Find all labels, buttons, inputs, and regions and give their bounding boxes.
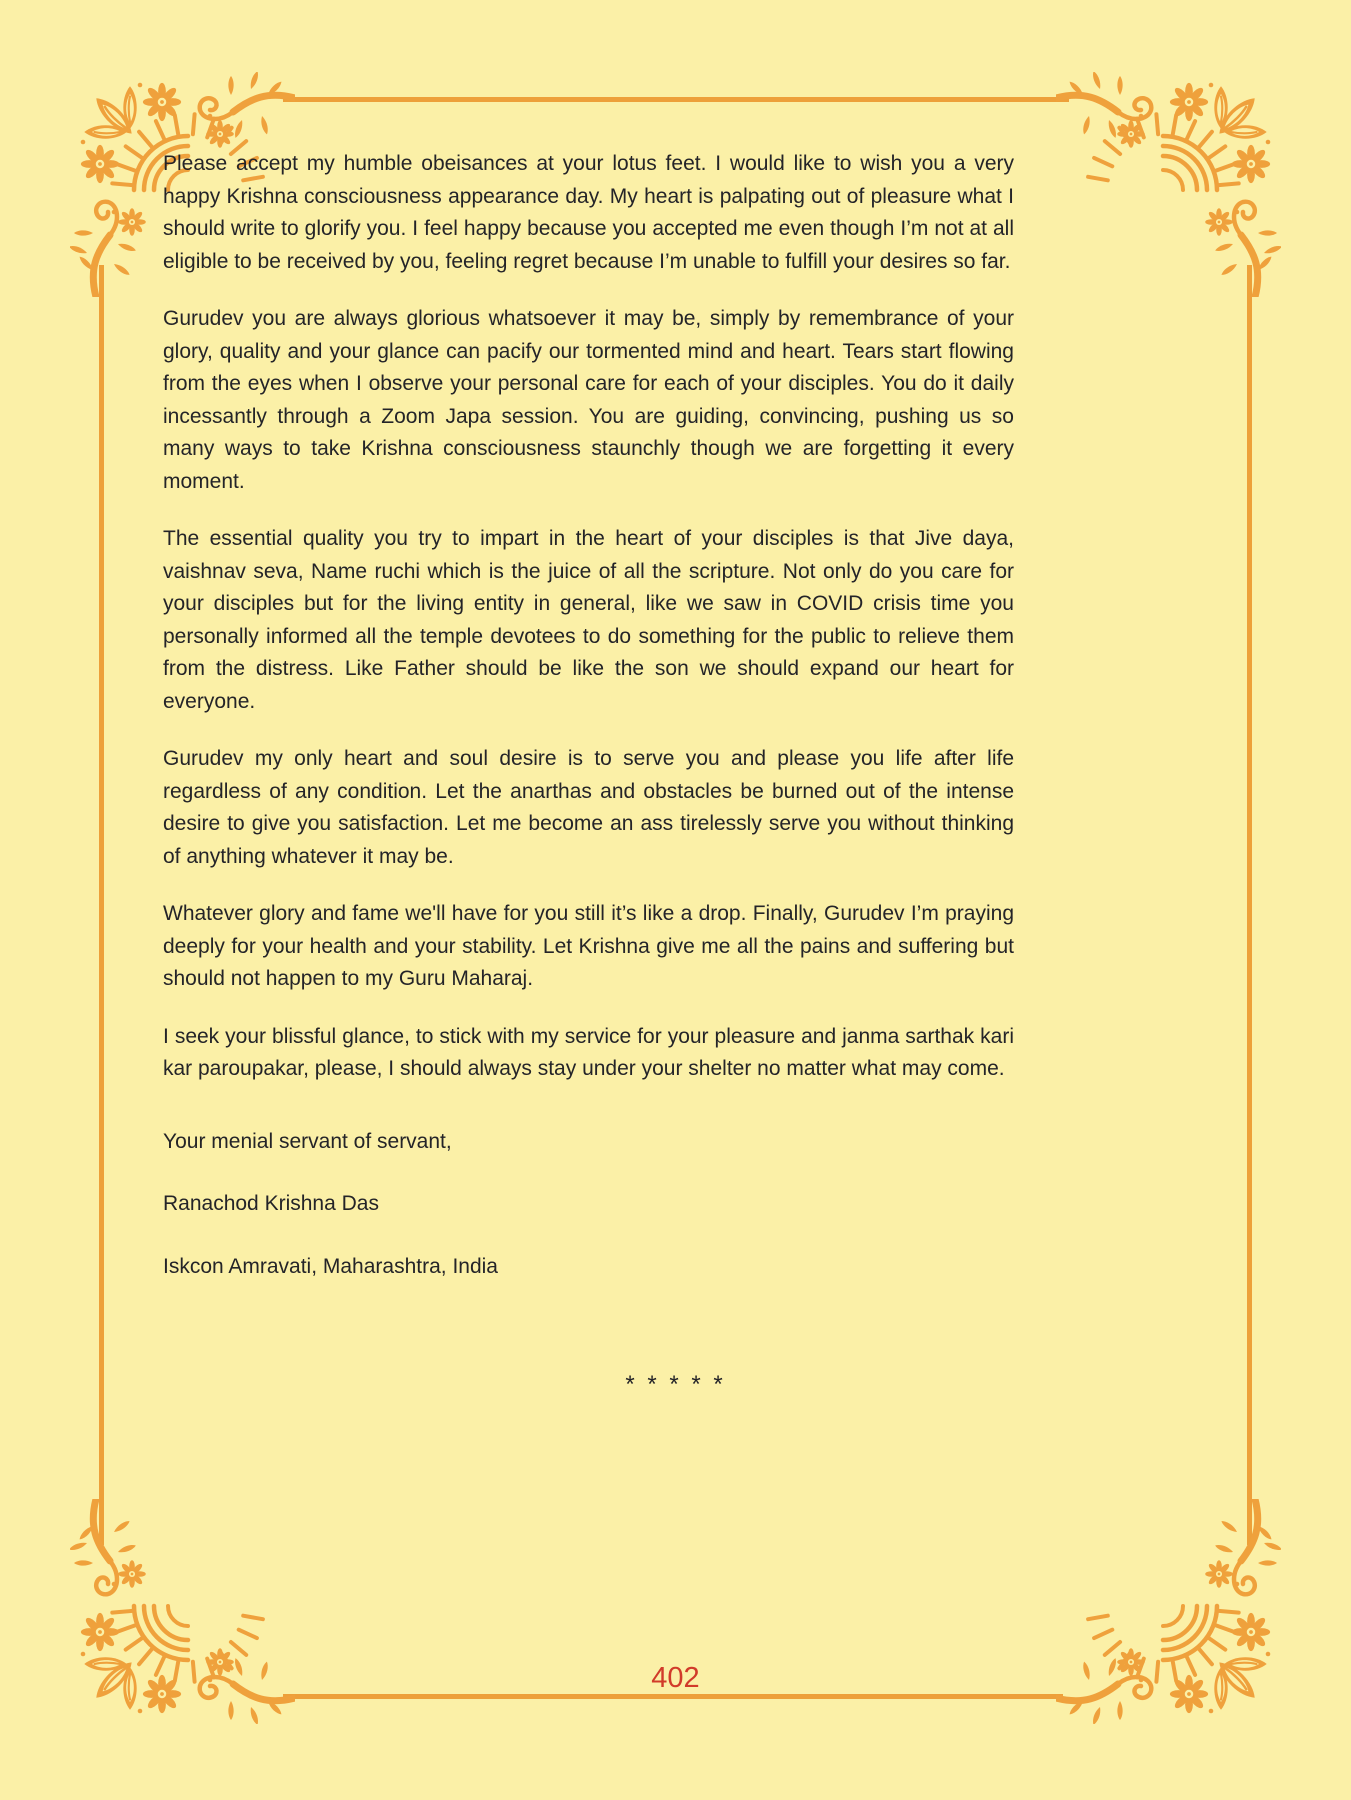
signature-name: Ranachod Krishna Das: [163, 1192, 379, 1215]
letter-body: [163, 148, 1014, 1313]
signature-location: Iskcon Amravati, Maharashtra, India: [163, 1254, 498, 1278]
frame-rule-top: [283, 97, 1069, 102]
frame-rule-right: [1247, 265, 1252, 1545]
letter-paragraph-6: I seek your blissful glance, to stick with my service for your pleasure and janma sarthak kari kar paroupakar, please, I should always stay under your shelter no matter what may come.: [163, 1024, 1014, 1080]
page-number: 402: [651, 1662, 700, 1694]
asterisk-separator: * * * * *: [625, 1371, 726, 1398]
letter-paragraph-5: Whatever glory and fame we'll have for you still it’s like a drop. Finally, Gurudev I’m praying deeply for your health and your stability. Let Krishna give me all the pains and suffering but should not happen to my Guru Maharaj.: [163, 902, 1014, 990]
signature-closing: Your menial servant of servant,: [163, 1129, 452, 1153]
frame-rule-left: [99, 265, 104, 1545]
letter-paragraph-1: Please accept my humble obeisances at your lotus feet. I would like to wish you a very happy Krishna consciousness appearance day. My heart is palpating out of pleasure what I should write to glorify you. I feel happy because you accepted me even though I’m not at all eligible to be received by you, feeling regret because I’m unable to fulfill your desires so far.: [163, 152, 1014, 273]
letter-paragraph-4: Gurudev my only heart and soul desire is to serve you and please you life after life regardless of any condition. Let the anarthas and obstacles be burned out of the intense desire to give you satisfaction. Let me become an ass tirelessly serve you without thinking of anything whatever it may be.: [163, 747, 1014, 868]
letter-paragraph-3: The essential quality you try to impart in the heart of your disciples is that Jive daya, vaishnav seva, Name ruchi which is the juice of all the scripture. Not only do you care for your disciples but for the living entity in general, like we saw in COVID crisis time you personally informed all the temple devotees to do something for the public to relieve them from the distress. Like Father should be like the son we should expand our heart for everyone.: [163, 527, 1014, 713]
floral-corner-ornament-top-right: [1056, 72, 1281, 297]
letter-paragraph-2: Gurudev you are always glorious whatsoever it may be, simply by remembrance of your glory, quality and your glance can pacify our tormented mind and heart. Tears start flowing from the eyes when I observe your personal care for each of your disciples. You do it daily incessantly through a Zoom Japa session. You are guiding, convincing, pushing us so many ways to take Krishna consciousness staunchly though we are forgetting it every moment.: [163, 307, 1014, 493]
